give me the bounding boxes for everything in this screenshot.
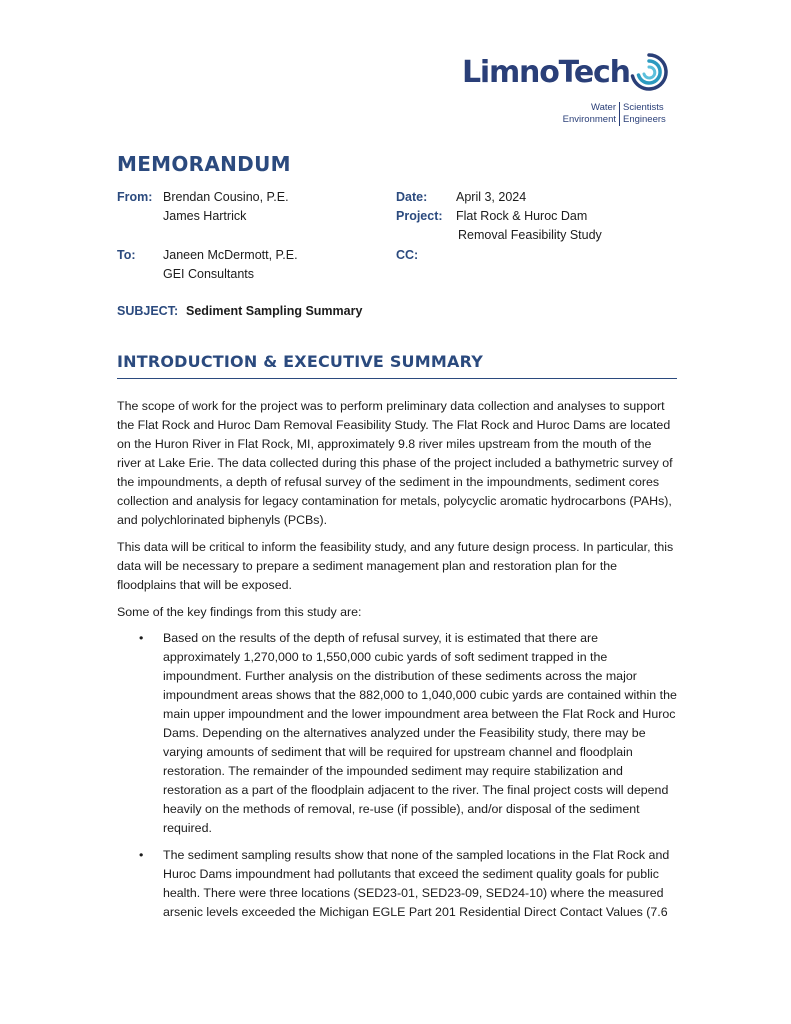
from-name: James Hartrick	[163, 209, 247, 223]
feasibility-paragraph: This data will be critical to inform the feasibility study, and any future design process. In particular, this data will be necessary to prepare a sediment management plan and restoration plan for the floodplains that will be exposed.	[117, 540, 674, 592]
logo-tagline-left	[522, 102, 616, 126]
to-recipients	[163, 246, 298, 284]
logo-tagline-right	[623, 102, 683, 126]
logo-tagline-scientists: Scientists	[623, 102, 664, 113]
project-value	[456, 207, 602, 245]
limnotech-logo	[462, 50, 677, 126]
project-line: Flat Rock & Huroc Dam	[456, 209, 588, 223]
from-names	[163, 188, 289, 226]
date-value: April 3, 2024	[456, 190, 527, 204]
project-label: Project:	[396, 209, 443, 223]
date-label: Date:	[396, 190, 428, 204]
to-name: Janeen McDermott, P.E.	[163, 248, 298, 262]
subject-value: Sediment Sampling Summary	[186, 304, 363, 318]
to-organization: GEI Consultants	[163, 267, 255, 281]
intro-paragraph: The scope of work for the project was to perform preliminary data collection and analyses to support the Flat Rock and Huroc Dam Removal Feasibility Study. The Flat Rock and Huroc Dams are located on the Huron River in Flat Rock, MI, approximately 9.8 river miles upstream from the mouth of the river at Lake Erie. The data collected during this phase of the project included a bathymetric survey of the impoundments, a depth of refusal survey of the sediment in the impoundments, sediment cores collection and analysis for legacy contamination for metals, polycyclic aromatic hydrocarbons (PAHs), and polychlorinated biphenyls (PCBs).	[117, 399, 673, 527]
section-heading: INTRODUCTION & EXECUTIVE SUMMARY	[117, 352, 484, 371]
finding-sediment-volume: Based on the results of the depth of refusal survey, it is estimated that there are approximately 1,270,000 to 1,550,000 cubic yards of soft sediment trapped in the impoundment. Further analysis on the distribution of these sediments across the major impoundment areas shows that the 882,000 to 1,040,000 cubic yards are contained within the main upper impoundment and the lower impoundment area between the Flat Rock and Huroc Dams. Depending on the alternatives analyzed under the Feasibility study, there may be varying amounts of sediment that will be required for upstream channel and floodplain restoration. The remainder of the impounded sediment may require stabilization and restoration as a part of the floodplain adjacent to the river. The final project costs will depend heavily on the methods of removal, re-use (if possible), and/or disposal of the sediment required.	[163, 631, 677, 835]
logo-divider	[619, 102, 620, 126]
project-line: Removal Feasibility Study	[458, 228, 602, 242]
bullet-icon: •	[139, 631, 144, 645]
bullet-icon: •	[139, 848, 144, 862]
from-label: From:	[117, 190, 153, 204]
subject-label: SUBJECT:	[117, 304, 179, 318]
section-divider	[117, 378, 677, 379]
logo-swirl-icon	[627, 50, 671, 94]
to-label: To:	[117, 248, 136, 262]
key-findings-lead: Some of the key findings from this study are:	[117, 605, 362, 619]
finding-sampling-results: The sediment sampling results show that none of the sampled locations in the Flat Rock and Huroc Dams impoundment had pollutants that exceed the sediment quality goals for public health. There were three locations (SED23-01, SED23-09, SED24-10) where the measured arsenic levels exceeded the Michigan EGLE Part 201 Residential Direct Contact Values (7.6	[163, 848, 670, 919]
logo-wordmark: LimnoTech	[462, 55, 630, 90]
logo-tagline-water: Water	[591, 102, 616, 113]
list-item	[137, 629, 677, 838]
list-item	[137, 846, 677, 922]
logo-tagline-engineers: Engineers	[623, 114, 666, 125]
from-name: Brendan Cousino, P.E.	[163, 190, 289, 204]
cc-label: CC:	[396, 248, 419, 262]
key-findings-list	[137, 629, 677, 922]
logo-tagline-environment: Environment	[562, 114, 616, 125]
memo-title: MEMORANDUM	[117, 152, 291, 176]
